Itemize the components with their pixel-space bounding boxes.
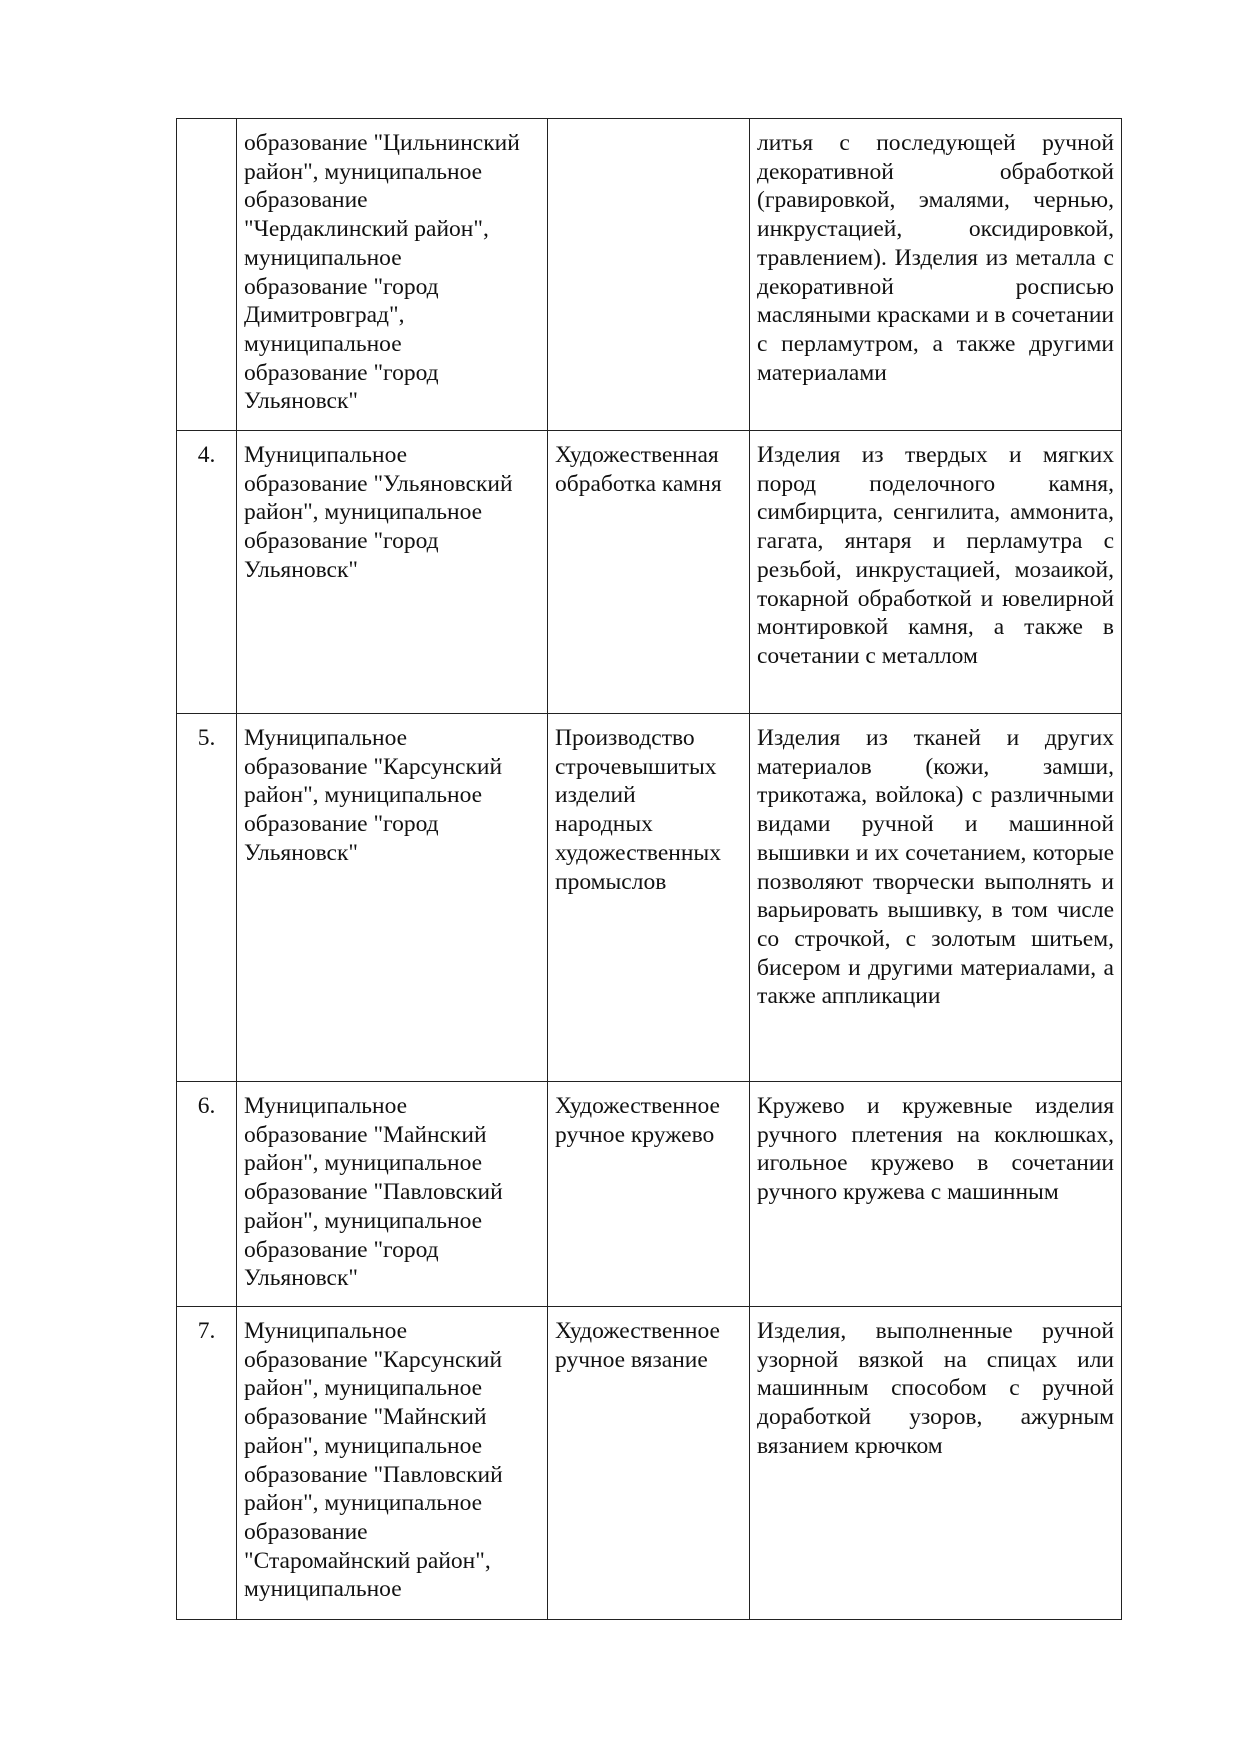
description-cell: Кружево и кружевные изделия ручного плетения на коклюшках, игольное кружево в сочетании ручного кружева с машинным [750,1082,1122,1307]
description-cell: Изделия из тканей и других материалов (кожи, замши, трикотажа, войлока) с различными видами ручной и машинной вышивки и их сочетанием, которые позволяют творчески выполнять и варьировать вышивку, в том числе со строчкой, с золотым шитьем, бисером и другими материалами, а также аппликации [750,714,1122,1082]
table-row [177,119,1122,431]
craft-kind-cell: Художественная обработка камня [548,431,750,714]
craft-kind-cell: Художественное ручное кружево [548,1082,750,1307]
description-cell: Изделия из твердых и мягких пород поделочного камня, симбирцита, сенгилита, аммонита, гагата, янтаря и перламутра с резьбой, инкрустацией, мозаикой, токарной обработкой и ювелирной монтировкой камня, а также в сочетании с металлом [750,431,1122,714]
row-number [177,119,237,431]
craft-kind-cell: Производство строчевышитых изделий народных художественных промыслов [548,714,750,1082]
regions-cell: Муниципальное образование "Карсунский район", муниципальное образование "Майнский район", муниципальное образование "Павловский район", муниципальное образование "Старомайнский район", муниципальное [237,1307,548,1620]
craft-kind-cell [548,119,750,431]
description-cell: Изделия, выполненные ручной узорной вязкой на спицах или машинным способом с ручной доработкой узоров, ажурным вязанием крючком [750,1307,1122,1620]
row-number: 6. [177,1082,237,1307]
row-number: 7. [177,1307,237,1620]
regions-cell: образование "Цильнинский район", муниципальное образование "Чердаклинский район", муниципальное образование "город Димитровград", муниципальное образование "город Ульяновск" [237,119,548,431]
table-row [177,1307,1122,1620]
regions-cell: Муниципальное образование "Карсунский район", муниципальное образование "город Ульяновск" [237,714,548,1082]
row-number: 5. [177,714,237,1082]
crafts-table [176,118,1122,1620]
row-number: 4. [177,431,237,714]
regions-cell: Муниципальное образование "Майнский район", муниципальное образование "Павловский район", муниципальное образование "город Ульяновск" [237,1082,548,1307]
table-row [177,431,1122,714]
regions-cell: Муниципальное образование "Ульяновский район", муниципальное образование "город Ульяновск" [237,431,548,714]
description-cell: литья с последующей ручной декоративной обработкой (гравировкой, эмалями, чернью, инкрустацией, оксидировкой, травлением). Изделия из металла с декоративной росписью масляными красками и в сочетании с перламутром, а также другими материалами [750,119,1122,431]
craft-kind-cell: Художественное ручное вязание [548,1307,750,1620]
table-row [177,714,1122,1082]
table-row [177,1082,1122,1307]
